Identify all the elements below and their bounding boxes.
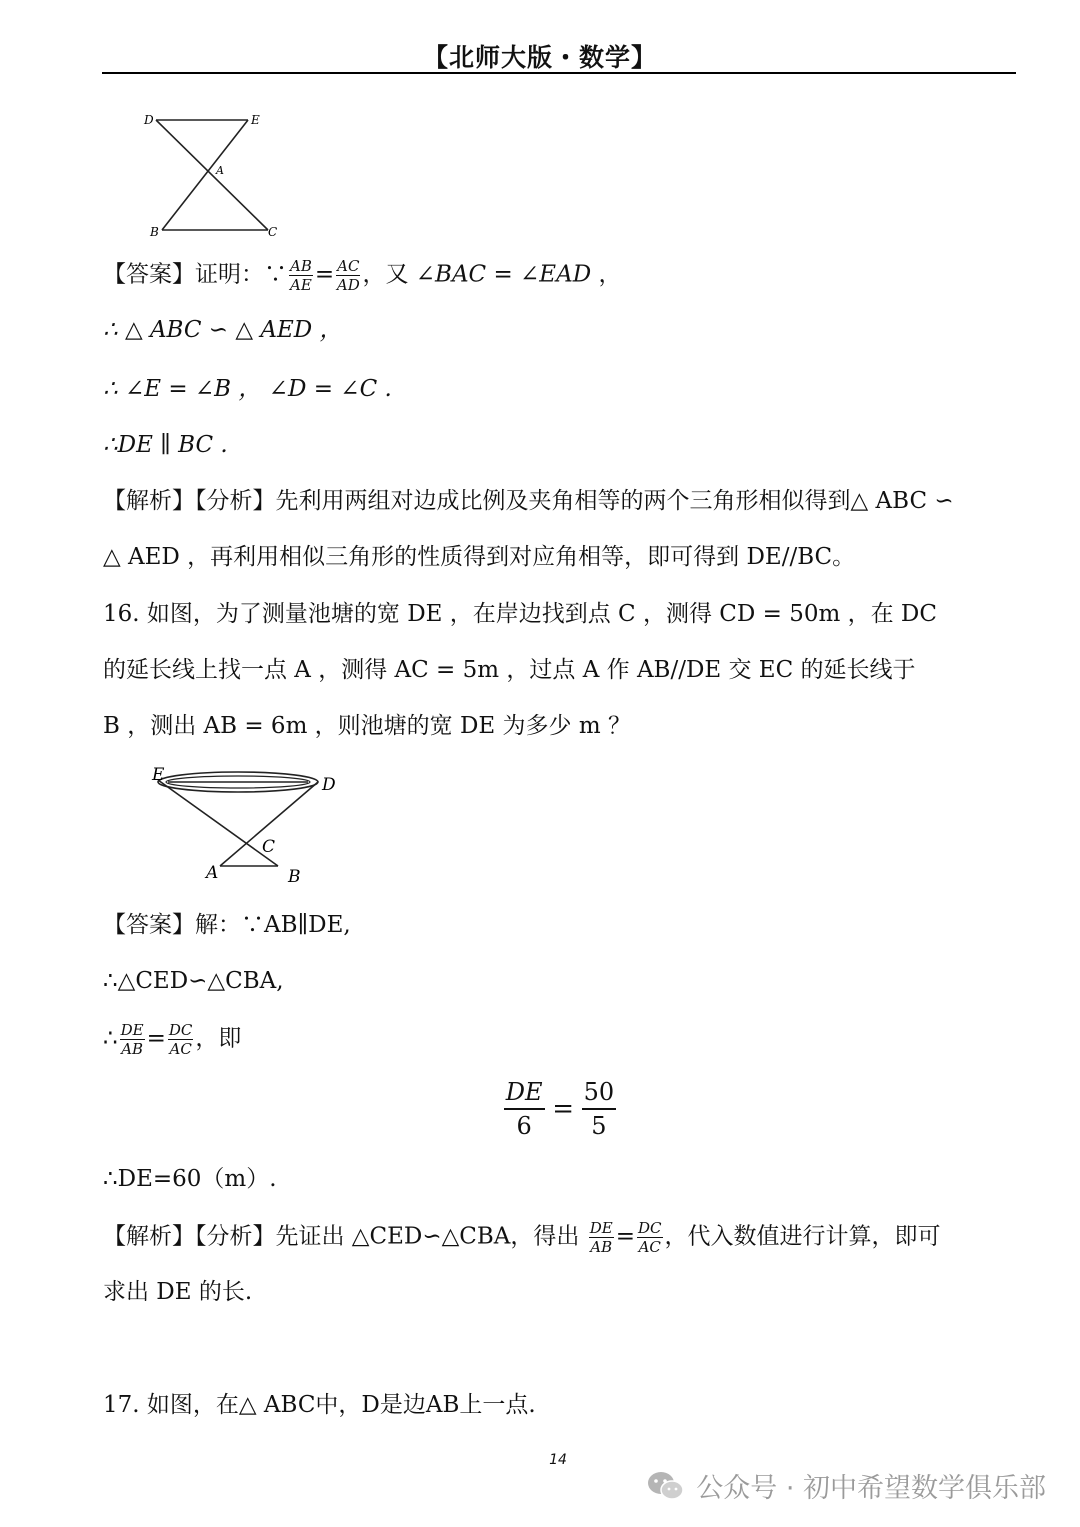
analysis-tags: 【解析】【分析】	[103, 1223, 276, 1250]
fig1-label-d: D	[144, 113, 154, 127]
watermark-text: 公众号 · 初中希望数学俱乐部	[696, 1473, 1046, 1504]
q16-answer-line1: 【答案】解：∵AB∥DE,	[103, 912, 351, 938]
q16-answer-line3: ∴ $\frac{DE}{AB}$ = $\frac{DC}{AC}$ ，即	[103, 1021, 242, 1058]
fig1-label-b: B	[150, 225, 159, 239]
fig2-label-d: D	[322, 775, 336, 795]
analysis-tags: 【解析】【分析】	[103, 488, 276, 514]
fraction-dc-ac-analysis: $\frac{DC}{AC}$	[637, 1219, 662, 1256]
q16-text-line2: 的延长线上找一点 A ，测得 AC = 5m ，过点 A 作 AB//DE 交 EC 的延长线于	[103, 657, 916, 683]
fraction-50-5: $\frac{50}{5}$	[583, 1078, 615, 1140]
fraction-de-6: $\frac{DE}{6}$	[505, 1078, 543, 1140]
header-rule	[102, 72, 1016, 74]
figure-pond	[148, 760, 348, 888]
fig2-label-b: B	[288, 867, 301, 887]
q16-result-line: ∴DE=60（m）.	[103, 1166, 277, 1192]
fig1-label-c: C	[268, 225, 278, 239]
page-number: 14	[549, 1452, 567, 1468]
q16-analysis-line1: 【解析】【分析】先证出 △CED∽△CBA，得出 $\frac{DE}{AB}$ = $\frac{DC}{AC}$ ，代入数值进行计算，即可	[103, 1219, 941, 1256]
q15-analysis-line1: 【解析】【分析】先利用两组对边成比例及夹角相等的两个三角形相似得到△ ABC ∽	[103, 488, 954, 514]
fraction-dc-ac: $\frac{DC}{AC}$	[168, 1021, 193, 1058]
fraction-ac-ad: $\frac{AC}{AD}$	[336, 257, 360, 294]
q15-answer-line: 【答案】证明：∵ $\frac{AB}{AE}$ = $\frac{AC}{AD}$ ，又 ∠BAC = ∠EAD ，	[103, 257, 622, 294]
q16-text-line1: 16. 如图，为了测量池塘的宽 DE ，在岸边找到点 C ，测得 CD = 50m ，在 DC	[103, 601, 937, 627]
fraction-de-ab: $\frac{DE}{AB}$	[120, 1021, 144, 1058]
fig2-label-c: C	[262, 837, 276, 857]
fraction-ab-ae: $\frac{AB}{AE}$	[290, 257, 312, 294]
q15-line-similar: ∴ △ ABC ∽ △ AED ，	[103, 317, 343, 343]
q16-analysis-line2: 求出 DE 的长.	[103, 1279, 253, 1305]
q15-line-angles: ∴ ∠E = ∠B ， ∠D = ∠C .	[103, 376, 392, 402]
centered-equation: $\frac{DE}{6}$ = $\frac{50}{5}$	[505, 1078, 615, 1140]
q17-text-line1: 17. 如图，在△ ABC中，D是边AB上一点.	[103, 1392, 536, 1418]
fraction-de-ab-analysis: $\frac{DE}{AB}$	[589, 1219, 613, 1256]
fig2-label-a: A	[206, 863, 219, 883]
q15-line-parallel: ∴DE ∥ BC .	[103, 432, 228, 458]
fig1-label-e: E	[251, 113, 260, 127]
q16-text-line3: B ，测出 AB = 6m ，则池塘的宽 DE 为多少 m ？	[103, 713, 631, 739]
wechat-icon	[646, 1469, 686, 1503]
answer-tag: 【答案】	[103, 261, 195, 288]
watermark	[646, 1466, 1046, 1505]
figure-crossing-triangles	[140, 106, 290, 242]
fig2-label-e: E	[152, 765, 165, 785]
page-header-title: 【北师大版・数学】	[422, 43, 657, 72]
answer-tag: 【答案】	[103, 912, 195, 938]
q15-analysis-line2: △ AED ，再利用相似三角形的性质得到对应角相等，即可得到 DE//BC。	[103, 544, 856, 570]
fig1-label-a: A	[216, 164, 224, 177]
q16-answer-line2: ∴△CED∽△CBA,	[103, 968, 284, 994]
